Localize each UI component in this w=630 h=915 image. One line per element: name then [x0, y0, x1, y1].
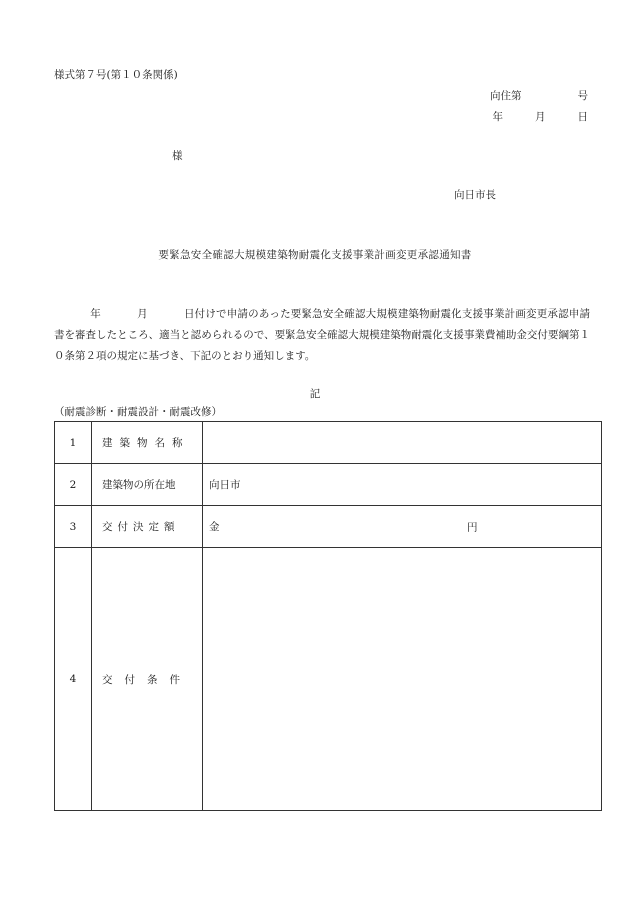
- body-year: 年: [90, 308, 101, 320]
- body-month: 月: [136, 308, 148, 320]
- row-number: 3: [55, 506, 92, 548]
- table-row: [55, 506, 602, 548]
- grant-amount-prefix: 金: [209, 521, 220, 533]
- row-label-building-name: 建築物名称: [92, 422, 203, 464]
- table-row: [55, 464, 602, 506]
- form-number: 様式第７号(第１０条関係): [54, 69, 178, 81]
- row-value-grant-amount: [203, 506, 602, 548]
- grant-amount-unit: 円: [467, 521, 478, 533]
- row-value-building-name: [203, 422, 602, 464]
- table-row: [55, 422, 602, 464]
- details-table: [54, 421, 602, 811]
- row-value-grant-conditions: [203, 548, 602, 811]
- date-year: 年: [492, 111, 503, 123]
- row-value-building-location: 向日市: [203, 464, 602, 506]
- issue-date-line: [493, 109, 589, 124]
- issuer-name: 向日市長: [454, 189, 496, 201]
- row-label-building-location: 建築物の所在地: [92, 464, 203, 506]
- row-label-grant-conditions: 交付条件: [92, 548, 203, 811]
- document-number-suffix: 号: [577, 90, 588, 102]
- row-number: 2: [55, 464, 92, 506]
- body-paragraph: [54, 304, 590, 367]
- body-text: 日付けで申請のあった要緊急安全確認大規模建築物耐震化支援事業計画変更承認申請書を審査したところ、適当と認められるので、要緊急安全確認大規模建築物耐震化支援事業費補助金交付要綱第１０条第２項の規定に基づき、下記のとおり通知します。: [54, 308, 590, 362]
- row-number: 4: [55, 548, 92, 811]
- ki-heading: 記: [309, 388, 321, 400]
- document-title: 要緊急安全確認大規模建築物耐震化支援事業計画変更承認通知書: [158, 249, 472, 261]
- document-number-line: [490, 88, 588, 103]
- date-month: 月: [535, 111, 546, 123]
- date-day: 日: [577, 111, 588, 123]
- row-number: 1: [55, 422, 92, 464]
- row-label-grant-amount: 交付決定額: [92, 506, 203, 548]
- table-row: [55, 548, 602, 811]
- recipient-honorific: 様: [172, 150, 183, 162]
- scope-note: （耐震診断・耐震設計・耐震改修）: [54, 406, 222, 418]
- document-number-prefix: 向住第: [490, 90, 522, 102]
